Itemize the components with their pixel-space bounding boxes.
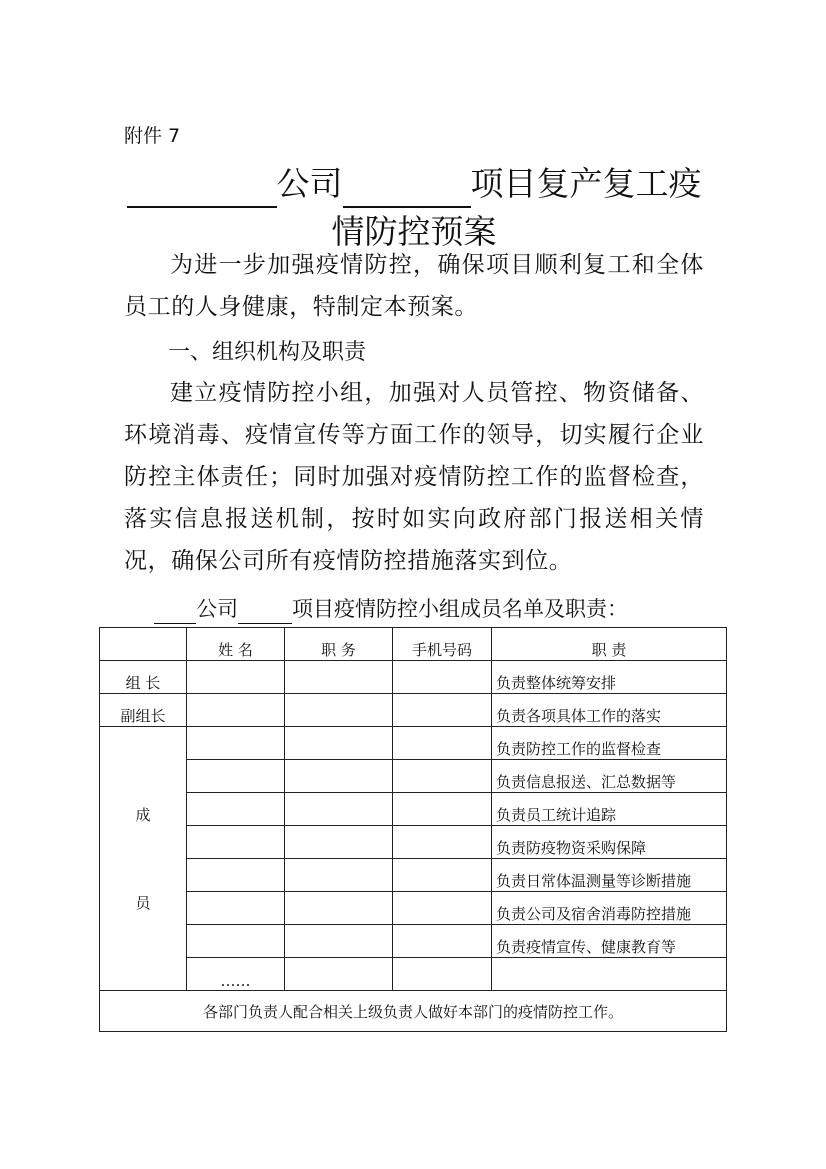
header-role: [100, 628, 187, 661]
name-cell[interactable]: [187, 859, 285, 892]
table-row-deputy: [100, 694, 727, 727]
position-cell[interactable]: [285, 760, 393, 793]
duty-deputy: 负责各项具体工作的落实: [492, 694, 727, 727]
members-label-char-2: 员: [135, 893, 151, 912]
position-cell[interactable]: [285, 859, 393, 892]
members-label-cell: [100, 727, 187, 991]
position-cell[interactable]: [285, 661, 393, 694]
caption-company-blank[interactable]: [154, 599, 196, 624]
phone-cell[interactable]: [393, 793, 492, 826]
table-row-member: [100, 826, 727, 859]
duty-member: 负责公司及宿舍消毒防控措施: [492, 892, 727, 925]
role-leader: 组 长: [100, 661, 187, 694]
phone-cell[interactable]: [393, 826, 492, 859]
table-row-member: [100, 793, 727, 826]
role-deputy: 副组长: [100, 694, 187, 727]
team-table: [99, 627, 727, 1032]
table-row-leader: [100, 661, 727, 694]
table-caption: [154, 594, 628, 624]
name-cell[interactable]: [187, 760, 285, 793]
project-name-blank[interactable]: [343, 166, 471, 208]
position-cell[interactable]: [285, 793, 393, 826]
table-row-member: [100, 892, 727, 925]
table-row-member-more: [100, 958, 727, 991]
name-cell[interactable]: [187, 793, 285, 826]
phone-cell[interactable]: [393, 925, 492, 958]
table-row-member: [100, 760, 727, 793]
header-duty: 职 责: [492, 628, 727, 661]
position-cell[interactable]: [285, 727, 393, 760]
phone-cell[interactable]: [393, 859, 492, 892]
table-row-member: [100, 925, 727, 958]
position-cell[interactable]: [285, 958, 393, 991]
phone-cell[interactable]: [393, 760, 492, 793]
header-phone: 手机号码: [393, 628, 492, 661]
name-cell[interactable]: [187, 925, 285, 958]
intro-paragraph: 为进一步加强疫情防控，确保项目顺利复工和全体员工的人身健康，特制定本预案。: [124, 252, 704, 320]
members-label-char-1: 成: [135, 805, 151, 824]
name-cell[interactable]: [187, 661, 285, 694]
title-company-suffix: 公司: [276, 164, 343, 203]
name-cell[interactable]: [187, 727, 285, 760]
title-project-suffix: 项目复产复工疫: [470, 164, 702, 203]
name-cell[interactable]: [187, 694, 285, 727]
header-name: 姓 名: [187, 628, 285, 661]
table-header-row: [100, 628, 727, 661]
document-title: [124, 160, 704, 256]
phone-cell[interactable]: [393, 892, 492, 925]
section1-heading: 一、组织机构及职责: [168, 340, 367, 365]
position-cell[interactable]: [285, 694, 393, 727]
duty-leader: 负责整体统筹安排: [492, 661, 727, 694]
duty-member: 负责防控工作的监督检查: [492, 727, 727, 760]
name-cell[interactable]: [187, 826, 285, 859]
duty-cell[interactable]: [492, 958, 727, 991]
position-cell[interactable]: [285, 925, 393, 958]
duty-member: 负责防疫物资采购保障: [492, 826, 727, 859]
duty-member: 负责疫情宣传、健康教育等: [492, 925, 727, 958]
caption-company-suffix: 公司: [196, 597, 238, 621]
phone-cell[interactable]: [393, 727, 492, 760]
title-line-1: [124, 160, 704, 208]
position-cell[interactable]: [285, 826, 393, 859]
table-row-member: [100, 727, 727, 760]
name-cell[interactable]: [187, 892, 285, 925]
duty-member: 负责信息报送、汇总数据等: [492, 760, 727, 793]
header-position: 职 务: [285, 628, 393, 661]
table-footer-note: 各部门负责人配合相关上级负责人做好本部门的疫情防控工作。: [100, 991, 727, 1032]
annex-label: 附件 7: [124, 125, 181, 147]
caption-project-blank[interactable]: [238, 599, 292, 624]
phone-cell[interactable]: [393, 661, 492, 694]
phone-cell[interactable]: [393, 694, 492, 727]
duty-member: 负责日常体温测量等诊断措施: [492, 859, 727, 892]
company-name-blank[interactable]: [127, 166, 277, 208]
section1-paragraph: 建立疫情防控小组，加强对人员管控、物资储备、环境消毒、疫情宣传等方面工作的领导，切实履行企业防控主体责任；同时加强对疫情防控工作的监督检查，落实信息报送机制，按时如实向政府部门报送相关情况，确保公司所有疫情防控措施落实到位。: [124, 380, 704, 574]
table-row-member: [100, 859, 727, 892]
phone-cell[interactable]: [393, 958, 492, 991]
duty-member: 负责员工统计追踪: [492, 793, 727, 826]
caption-rest: 项目疫情防控小组成员名单及职责：: [292, 597, 628, 621]
title-line-2: 情防控预案: [331, 212, 497, 251]
ellipsis-cell: ……: [187, 958, 285, 991]
table-footer-row: [100, 991, 727, 1032]
position-cell[interactable]: [285, 892, 393, 925]
